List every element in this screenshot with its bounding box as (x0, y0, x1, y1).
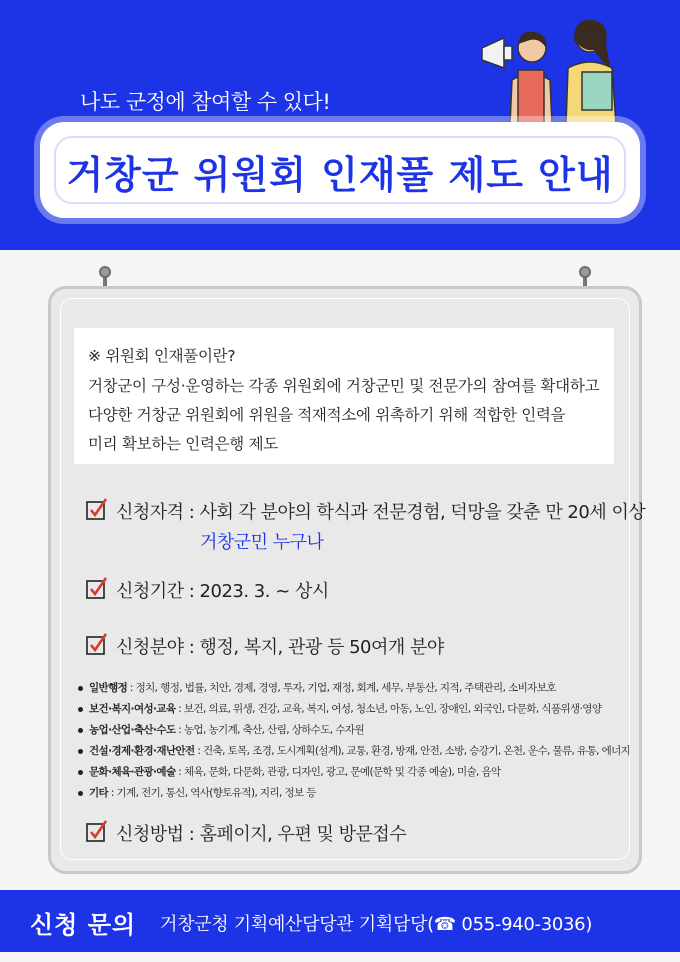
definition-line-3: 미리 확보하는 인력은행 제도 (88, 435, 278, 453)
list-item: 농업·산업·축산·수도 : 농업, 농기계, 축산, 산림, 상하수도, 수자원 (78, 722, 364, 737)
list-item: 보건·복지·여성·교육 : 보건, 의료, 위생, 건강, 교육, 복지, 여성, 청소년, 아동, 노인, 장애인, 외국인, 다문화, 식품위생·영양 (78, 701, 601, 716)
qualification-extra-text: 거창군민 누구나 (200, 532, 324, 553)
checkbox-checked-icon (86, 498, 108, 520)
right-pin-icon (579, 266, 591, 278)
checkbox-checked-icon (86, 577, 108, 599)
list-item: 건설·경제·환경·재난안전 : 건축, 토목, 조경, 도시계획(설계), 교통, 환경, 방재, 안전, 소방, 승강기, 온천, 운수, 물류, 유통, 에너지 (78, 743, 630, 758)
contact-info: 거창군청 기획예산담당관 기획담당(☎ 055-940-3036) (160, 914, 593, 935)
definition-box (74, 328, 614, 464)
footer-label: 신청 문의 (30, 911, 137, 939)
list-item: 문화·체육·관광·예술 : 체육, 문화, 다문화, 관광, 디자인, 광고, 문예(문학 및 각종 예술), 미술, 음악 (78, 764, 501, 779)
page-title: 거창군 위원회 인재풀 제도 안내 (66, 153, 614, 197)
subtitle: 나도 군정에 참여할 수 있다! (80, 90, 331, 114)
fields-text: 신청분야 : 행정, 복지, 관광 등 50여개 분야 (116, 637, 444, 658)
list-item: 일반행정 : 정치, 행정, 법률, 치안, 경제, 경영, 투자, 기업, 재정, 회계, 세무, 부동산, 지적, 주택관리, 소비자보호 (78, 680, 556, 695)
period-text: 신청기간 : 2023. 3. ~ 상시 (116, 581, 329, 602)
definition-line-2: 다양한 거창군 위원회에 위원을 적재적소에 위촉하기 위해 적합한 인력을 (88, 406, 566, 424)
people-with-megaphone-illustration (470, 10, 640, 125)
qualification-text: 신청자격 : 사회 각 분야의 학식과 전문경험, 덕망을 갖춘 만 20세 이상 (116, 502, 646, 523)
left-pin-icon (99, 266, 111, 278)
list-item: 기타 : 기계, 전기, 통신, 역사(향토유적), 지리, 정보 등 (78, 785, 316, 800)
checkbox-checked-icon (86, 633, 108, 655)
definition-line-1: 거창군이 구성·운영하는 각종 위원회에 거창군민 및 전문가의 참여를 확대하고 (88, 377, 600, 395)
method-text: 신청방법 : 홈페이지, 우편 및 방문접수 (116, 824, 407, 845)
checkbox-checked-icon (86, 820, 108, 842)
definition-heading: ※ 위원회 인재풀이란? (88, 347, 236, 365)
